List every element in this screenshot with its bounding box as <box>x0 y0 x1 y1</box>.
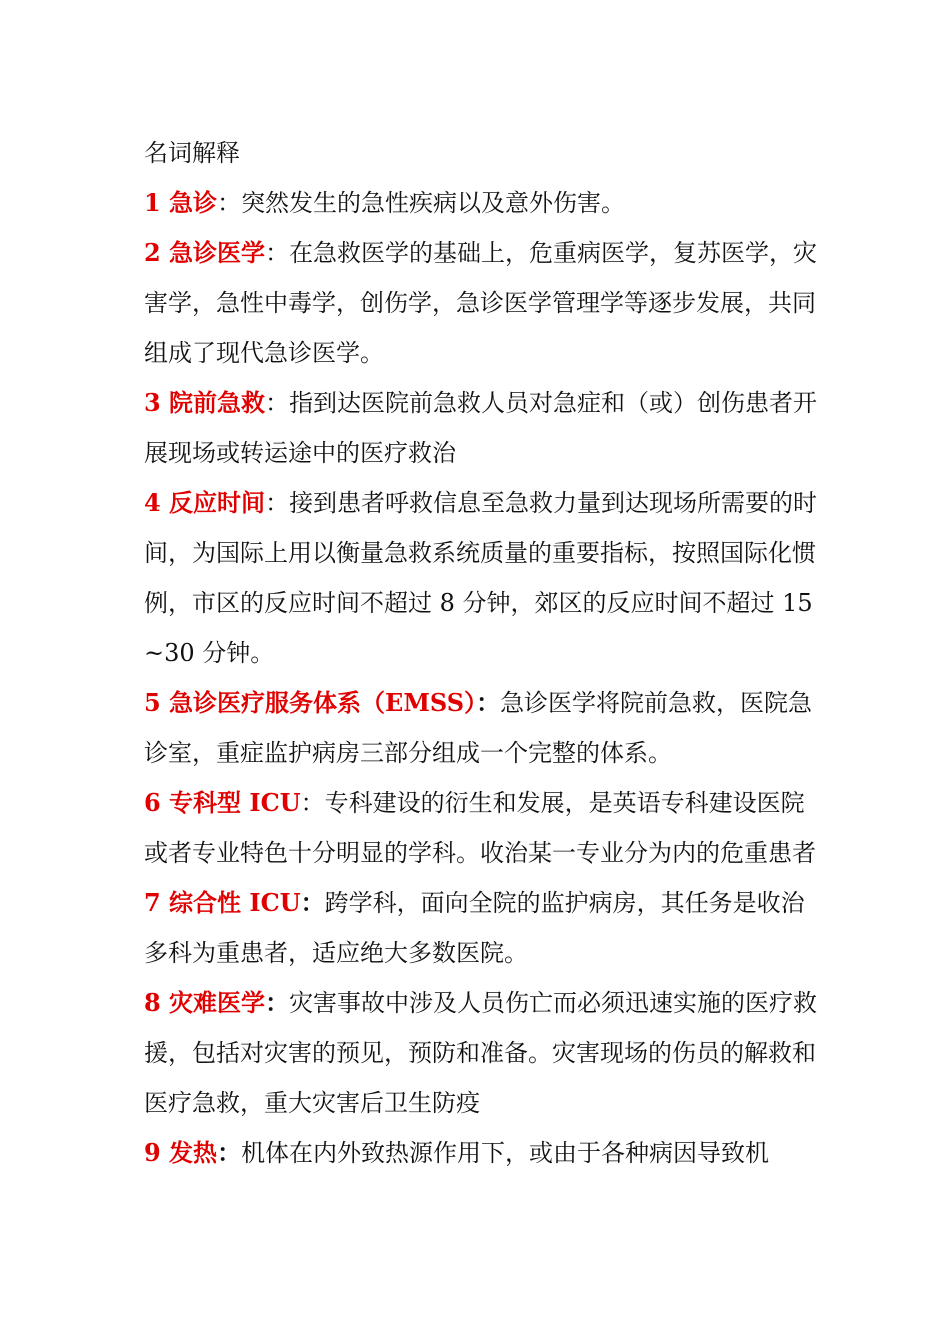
document-page <box>144 128 824 1178</box>
entry-separator: ： <box>300 789 325 817</box>
entry-term: 3 院前急救 <box>144 388 266 417</box>
entry-term: 4 反应时间 <box>144 488 266 517</box>
entry-definition: 机体在内外致热源作用下，或由于各种病因导致机 <box>241 1139 770 1167</box>
entry-definition: 跨学科，面向全院的监护病房，其任务是收治多科为重患者，适应绝大多数医院。 <box>144 889 805 967</box>
entry-term: 1 急诊 <box>144 188 218 217</box>
definition-entry <box>144 978 824 1128</box>
entry-definition: 急诊医学将院前急救，医院急诊室，重症监护病房三部分组成一个完整的体系。 <box>144 689 813 767</box>
entry-separator: ： <box>265 988 290 1017</box>
entry-definition: 专科建设的衍生和发展，是英语专科建设医院或者专业特色十分明显的学科。收治某一专业分为内的危重患者 <box>144 789 816 867</box>
entry-definition: 接到患者呼救信息至急救力量到达现场所需要的时间，为国际上用以衡量急救系统质量的重要指标，按照国际化惯例，市区的反应时间不超过 8 分钟，郊区的反应时间不超过 15~30 分钟。 <box>144 489 818 667</box>
entry-separator: ： <box>265 239 290 267</box>
entry-term: 9 发热 <box>144 1138 218 1167</box>
definition-entry <box>144 778 824 878</box>
definition-entry <box>144 478 824 678</box>
entry-definition: 指到达医院前急救人员对急症和（或）创伤患者开展现场或转运途中的医疗救治 <box>144 389 818 467</box>
entry-separator: ： <box>265 489 290 517</box>
entry-definition: 灾害事故中涉及人员伤亡而必须迅速实施的医疗救援，包括对灾害的预见，预防和准备。灾害现场的伤员的解救和医疗急救，重大灾害后卫生防疫 <box>144 989 818 1117</box>
entry-term: 2 急诊医学 <box>144 238 266 267</box>
definition-entry <box>144 878 824 978</box>
definition-entry <box>144 678 824 778</box>
entry-definition: 在急救医学的基础上，危重病医学，复苏医学，灾害学，急性中毒学，创伤学，急诊医学管理学等逐步发展，共同组成了现代急诊医学。 <box>144 239 818 367</box>
entry-term: 7 综合性 ICU <box>144 888 301 917</box>
entry-separator: ： <box>300 888 325 917</box>
entry-separator: ： <box>217 189 242 217</box>
page-title: 名词解释 <box>144 139 240 167</box>
entry-separator: ： <box>265 389 290 417</box>
entry-term: 8 灾难医学 <box>144 988 266 1017</box>
entry-separator: ： <box>476 688 501 717</box>
definition-entry <box>144 178 824 228</box>
entry-separator: ： <box>217 1138 242 1167</box>
definition-entry <box>144 378 824 478</box>
entry-term: 5 急诊医疗服务体系（EMSS） <box>144 688 477 717</box>
definition-entry <box>144 1128 824 1178</box>
definition-entry <box>144 228 824 378</box>
entry-definition: 突然发生的急性疾病以及意外伤害。 <box>241 189 626 217</box>
entry-term: 6 专科型 ICU <box>144 788 301 817</box>
